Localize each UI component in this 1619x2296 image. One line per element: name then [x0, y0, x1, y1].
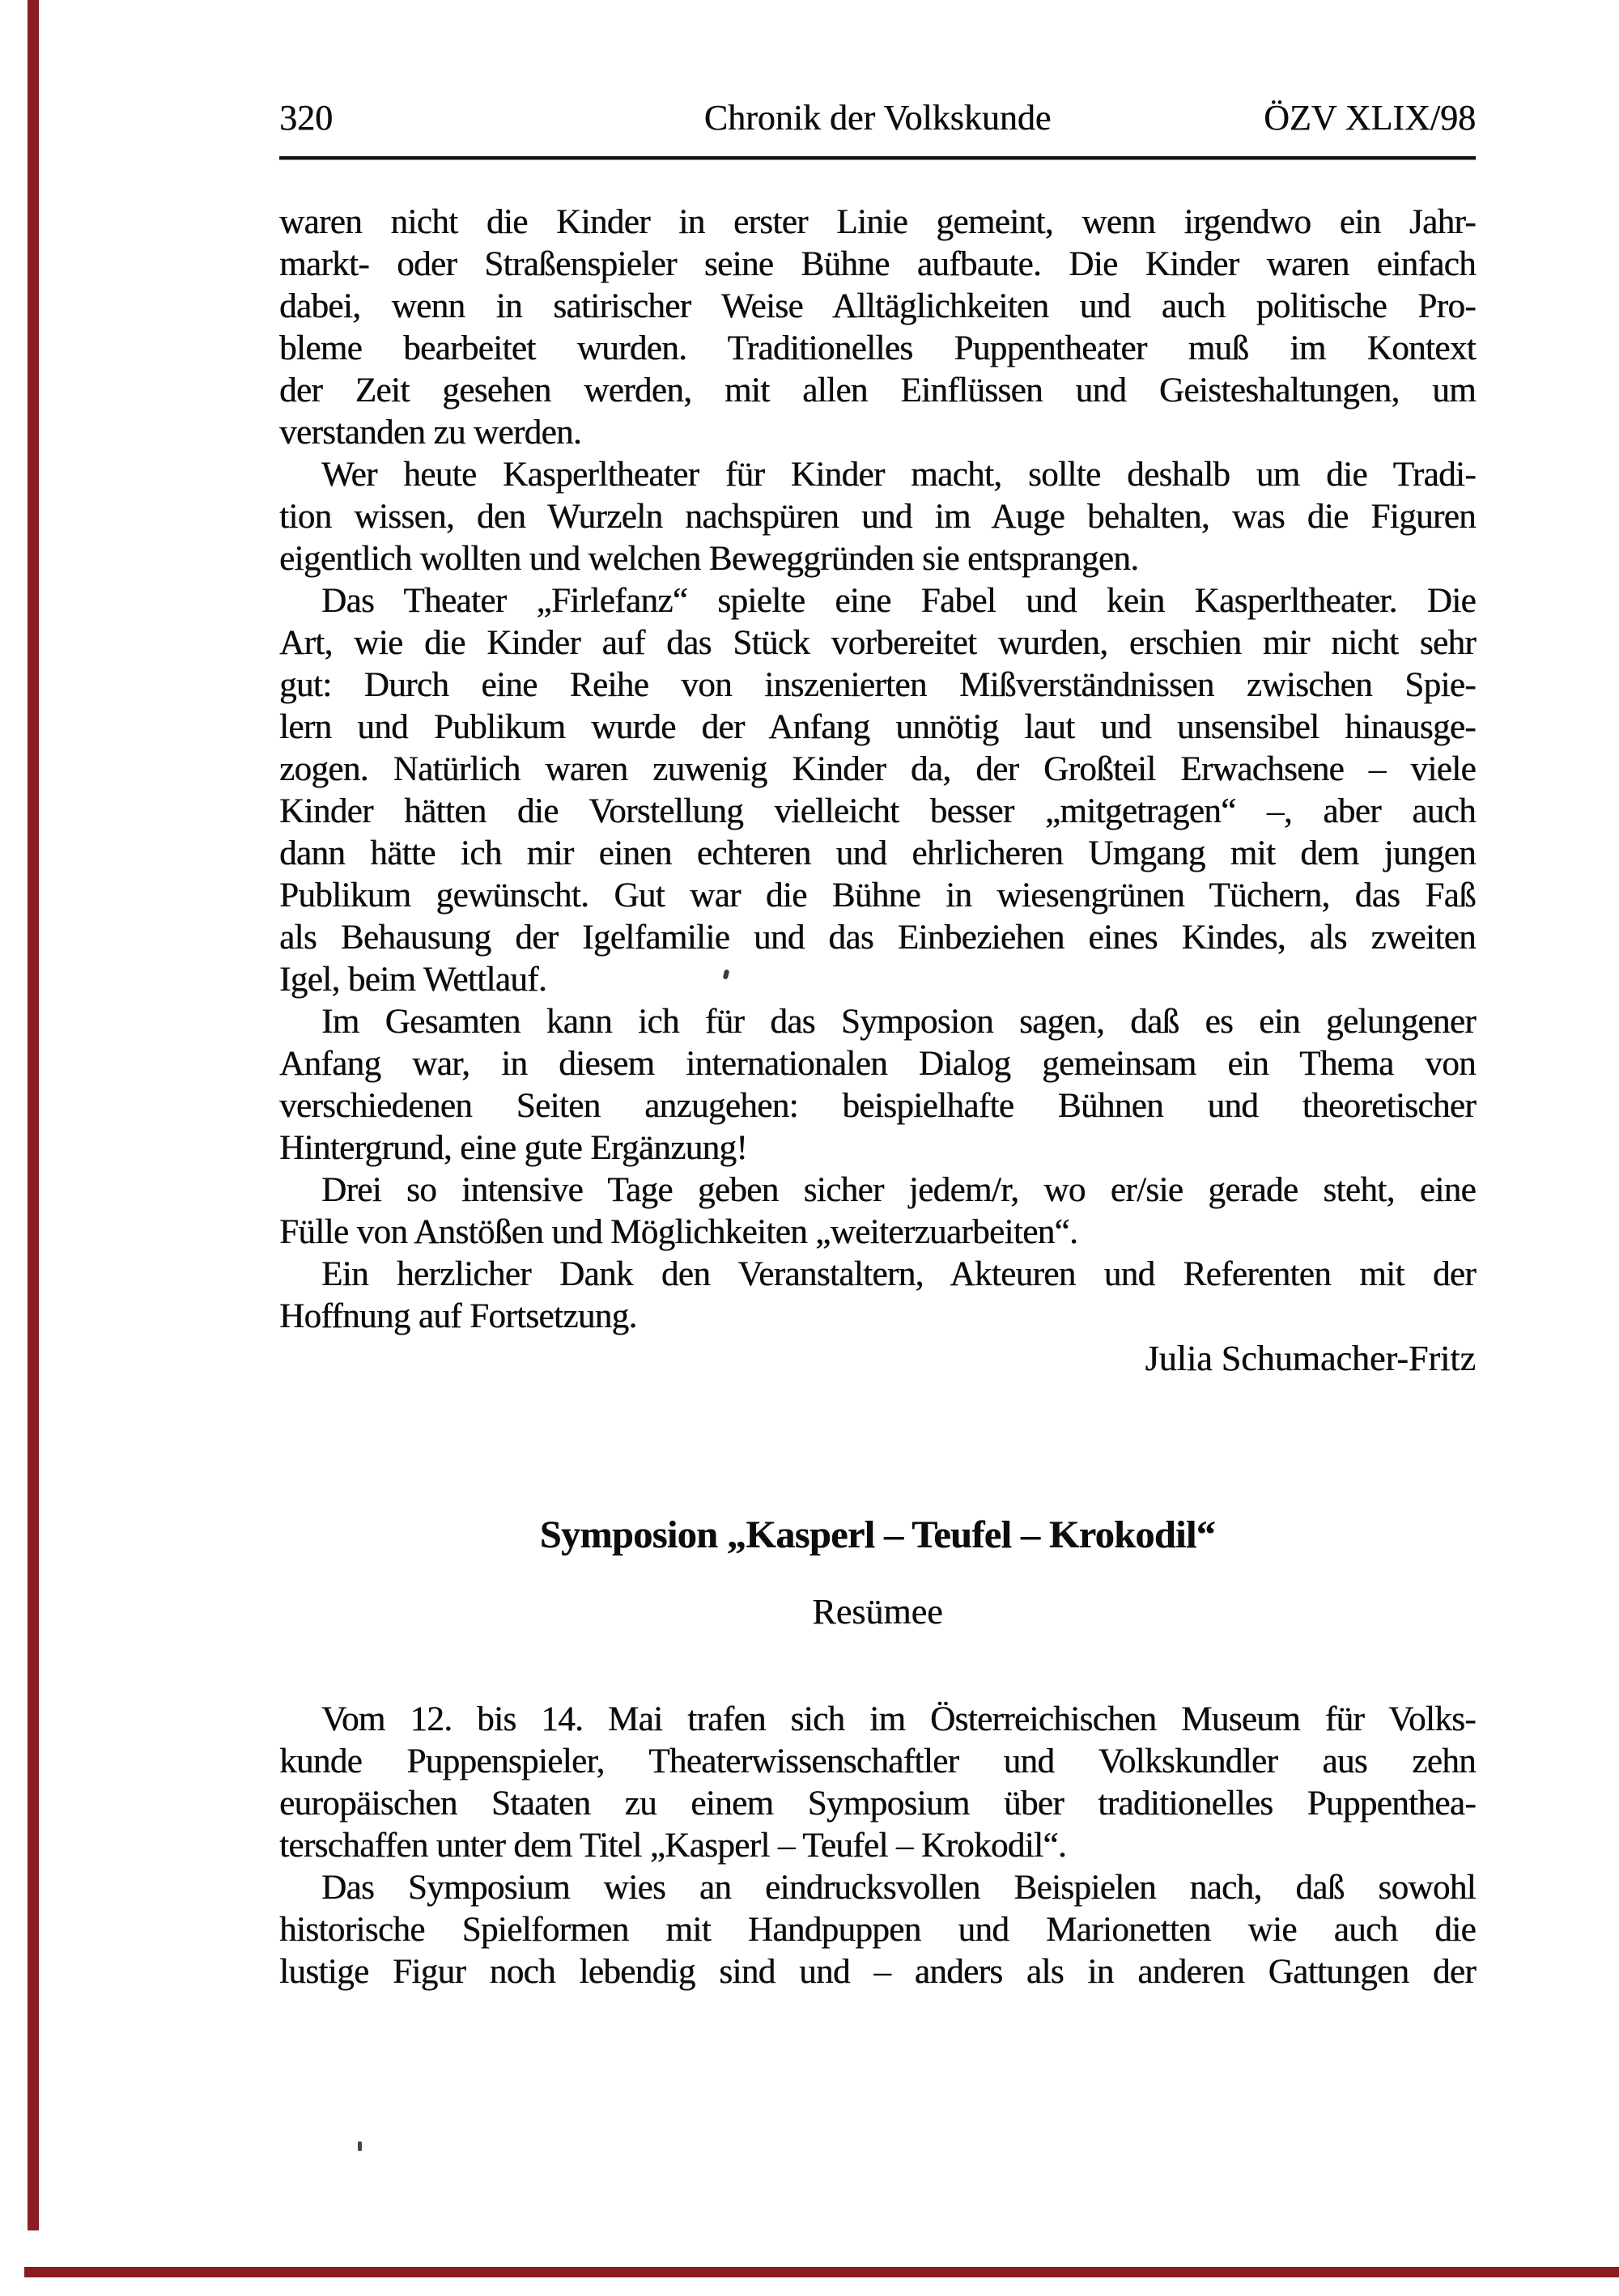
section-subtitle: Resümee — [812, 1592, 943, 1632]
text-line: Kinder hätten die Vorstellung vielleicht besser „mitgetragen“ –, aber auch — [279, 792, 1476, 830]
text-line: zogen. Natürlich waren zuwenig Kinder da, der Großteil Erwachsene – viele — [279, 750, 1476, 788]
text-line: verschiedenen Seiten anzugehen: beispielhafte Bühnen und theoretischer — [279, 1087, 1476, 1125]
text-line: lern und Publikum wurde der Anfang unnötig laut und unsensibel hinausge- — [279, 708, 1476, 746]
text-line: eigentlich wollten und welchen Beweggründen sie entsprangen. — [279, 540, 1139, 578]
text-line: terschaffen unter dem Titel „Kasperl – Teufel – Krokodil“. — [279, 1827, 1067, 1865]
text-line: als Behausung der Igelfamilie und das Einbeziehen eines Kindes, als zweiten — [279, 919, 1476, 957]
text-line: bleme bearbeitet wurden. Traditionelles Puppentheater muß im Kontext — [279, 329, 1476, 367]
text-line: markt- oder Straßenspieler seine Bühne aufbaute. Die Kinder waren einfach — [279, 245, 1476, 283]
scan-edge-left-artifact — [28, 0, 39, 2230]
review-article-text — [279, 202, 1476, 1338]
text-line: waren nicht die Kinder in erster Linie gemeint, wenn irgendwo ein Jahr- — [279, 203, 1476, 241]
text-line: Das Symposium wies an eindrucksvollen Beispielen nach, daß sowohl — [321, 1869, 1476, 1907]
running-title: Chronik der Volkskunde — [703, 98, 1052, 138]
text-line: Hintergrund, eine gute Ergänzung! — [279, 1129, 748, 1167]
text-line: der Zeit gesehen werden, mit allen Einflüssen und Geisteshaltungen, um — [279, 371, 1476, 410]
text-line: europäischen Staaten zu einem Symposium über traditionelles Puppenthea- — [279, 1785, 1476, 1823]
section-title: Symposion „Kasperl – Teufel – Krokodil“ — [539, 1513, 1216, 1556]
scan-edge-bottom-artifact — [24, 2267, 1619, 2277]
text-line: Im Gesamten kann ich für das Symposion sagen, daß es ein gelungener — [321, 1003, 1476, 1041]
text-line: verstanden zu werden. — [279, 414, 582, 452]
text-line: Publikum gewünscht. Gut war die Bühne in wiesengrünen Tüchern, das Faß — [279, 876, 1476, 915]
page-number: 320 — [279, 98, 333, 138]
ink-speck — [358, 2141, 362, 2151]
text-line: Art, wie die Kinder auf das Stück vorbereitet wurden, erschien mir nicht sehr — [279, 624, 1476, 662]
text-line: Ein herzlicher Dank den Veranstaltern, Akteuren und Referenten mit der — [321, 1255, 1476, 1293]
text-line: Das Theater „Firlefanz“ spielte eine Fabel und kein Kasperltheater. Die — [321, 582, 1476, 620]
issue-label: ÖZV XLIX/98 — [1264, 98, 1476, 138]
text-line: Vom 12. bis 14. Mai trafen sich im Österreichischen Museum für Volks- — [321, 1700, 1476, 1738]
text-line: historische Spielformen mit Handpuppen und Marionetten wie auch die — [279, 1911, 1476, 1949]
text-line: Wer heute Kasperltheater für Kinder macht, sollte deshalb um die Tradi- — [321, 456, 1476, 494]
text-line: tion wissen, den Wurzeln nachspüren und im Auge behalten, was die Figuren — [279, 498, 1476, 536]
text-line: Igel, beim Wettlauf. — [279, 961, 547, 999]
text-line: lustige Figur noch lebendig sind und – anders als in anderen Gattungen der — [279, 1953, 1476, 1991]
text-line: Fülle von Anstößen und Möglichkeiten „weiterzuarbeiten“. — [279, 1213, 1078, 1251]
author-signature: Julia Schumacher-Fritz — [1145, 1339, 1476, 1378]
header-rule — [279, 156, 1476, 159]
page-header — [279, 99, 1476, 138]
text-line: kunde Puppenspieler, Theaterwissenschaftler und Volkskundler aus zehn — [279, 1742, 1476, 1780]
text-line: Drei so intensive Tage geben sicher jedem/r, wo er/sie gerade steht, eine — [321, 1171, 1476, 1209]
resume-article-text — [279, 1699, 1476, 1993]
text-line: dabei, wenn in satirischer Weise Alltäglichkeiten und auch politische Pro- — [279, 287, 1476, 325]
text-line: Hoffnung auf Fortsetzung. — [279, 1297, 637, 1335]
text-line: gut: Durch eine Reihe von inszenierten Mißverständnissen zwischen Spie- — [279, 666, 1476, 704]
text-line: dann hätte ich mir einen echteren und ehrlicheren Umgang mit dem jungen — [279, 834, 1476, 872]
text-line: Anfang war, in diesem internationalen Dialog gemeinsam ein Thema von — [279, 1045, 1476, 1083]
